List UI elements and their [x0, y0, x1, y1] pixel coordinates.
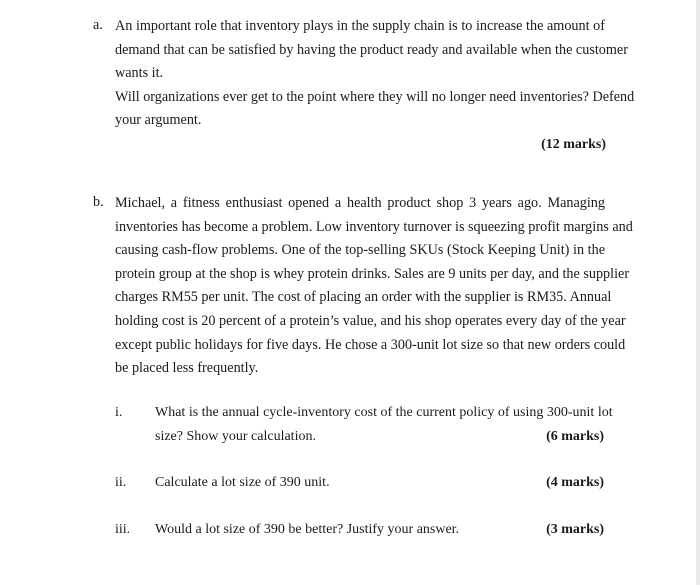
sub-question-ii-text: Calculate a lot size of 390 unit.: [155, 475, 330, 490]
sub-question-i-text: [155, 401, 613, 449]
sub-question-iii-label: iii.: [115, 522, 131, 537]
sub-question-i-line2: size? Show your calculation.: [155, 429, 316, 444]
question-a-label: a.: [93, 17, 103, 33]
question-a-line: Will organizations ever get to the point where they will no longer need inventories? Defend: [115, 88, 635, 105]
sub-question-i-marks: (6 marks): [546, 429, 604, 444]
sub-question-ii-marks: (4 marks): [546, 475, 604, 490]
question-b-line: charges RM55 per unit. The cost of placing an order with the supplier is RM35. Annual: [115, 289, 612, 306]
question-b-text: [115, 192, 633, 381]
sub-question-i-line1: What is the annual cycle-inventory cost of the current policy of using 300-unit lot: [155, 405, 613, 420]
question-a-line: demand that can be satisfied by having the product ready and available when the customer: [115, 41, 628, 58]
question-a-line: An important role that inventory plays in the supply chain is to increase the amount of: [115, 18, 605, 34]
question-b-line: Michael, a fitness enthusiast opened a health product shop 3 years ago. Managing: [115, 195, 605, 211]
question-a-line: your argument.: [115, 112, 202, 129]
question-a-marks: (12 marks): [541, 137, 606, 152]
question-b-line: causing cash-flow problems. One of the top-selling SKUs (Stock Keeping Unit) in the: [115, 242, 605, 259]
question-b-line: holding cost is 20 percent of a protein’s value, and his shop operates every day of the year: [115, 312, 626, 329]
sub-question-iii-text: Would a lot size of 390 be better? Justify your answer.: [155, 522, 460, 537]
sub-question-iii-marks: (3 marks): [546, 522, 604, 537]
question-b-line: inventories has become a problem. Low inventory turnover is squeezing profit margins and: [115, 218, 633, 235]
question-a-text: [115, 15, 635, 133]
question-a-line: wants it.: [115, 65, 164, 82]
sub-question-ii-label: ii.: [115, 475, 127, 490]
question-b-line: be placed less frequently.: [115, 360, 259, 377]
sub-question-i-label: i.: [115, 405, 123, 420]
page-edge-shadow: [696, 0, 700, 585]
question-b-line: except public holidays for five days. He chose a 300-unit lot size so that new orders could: [115, 336, 626, 353]
question-b-label: b.: [93, 194, 104, 210]
question-b-line: protein group at the shop is whey protein drinks. Sales are 9 units per day, and the supplier: [115, 265, 630, 282]
